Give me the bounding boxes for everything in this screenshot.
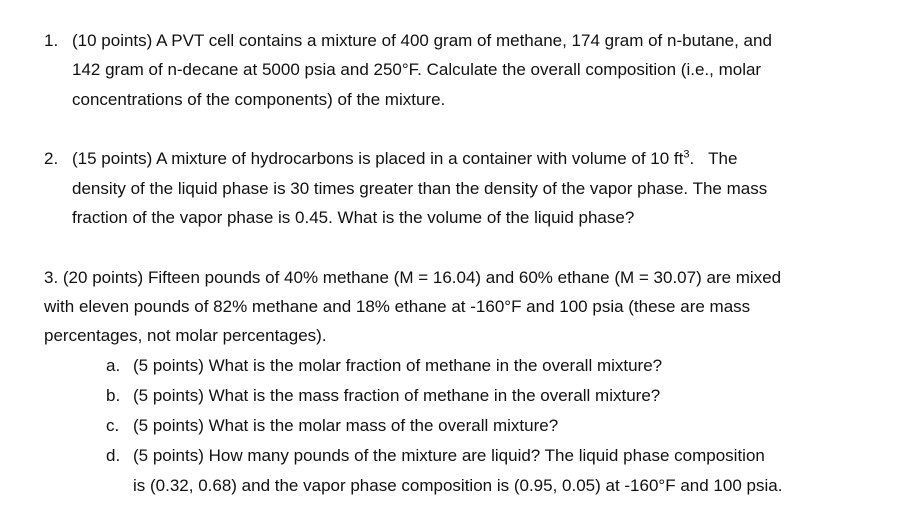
part-d-text-2: is (0.32, 0.68) and the vapor phase composition is (0.95, 0.05) at -160°F and 100 psia. bbox=[133, 476, 783, 495]
question-2-line-2: density of the liquid phase is 30 times greater than the density of the vapor phase. The mass bbox=[72, 179, 768, 198]
question-2-line-1 bbox=[72, 148, 737, 170]
question-2-line-1-text: (15 points) A mixture of hydrocarbons is placed in a container with volume of 10 ft bbox=[72, 149, 684, 168]
question-2-line-1-tail: . The bbox=[689, 149, 738, 168]
part-a-text: (5 points) What is the molar fraction of methane in the overall mixture? bbox=[133, 356, 663, 375]
part-c-label: c. bbox=[106, 416, 120, 435]
question-2-line-3: fraction of the vapor phase is 0.45. What is the volume of the liquid phase? bbox=[72, 208, 635, 227]
question-1-line-2: 142 gram of n-decane at 5000 psia and 250°F. Calculate the overall composition (i.e., molar bbox=[72, 60, 762, 79]
part-b-label: b. bbox=[106, 386, 121, 405]
question-2-number: 2. bbox=[44, 149, 59, 168]
question-3-line-1: 3. (20 points) Fifteen pounds of 40% methane (M = 16.04) and 60% ethane (M = 30.07) are mixed bbox=[44, 268, 782, 287]
question-3-line-2: with eleven pounds of 82% methane and 18% ethane at -160°F and 100 psia (these are mass bbox=[44, 297, 751, 316]
superscript-3: 3 bbox=[683, 148, 690, 161]
question-1-line-3: concentrations of the components) of the mixture. bbox=[72, 90, 446, 109]
part-d-label: d. bbox=[106, 446, 121, 465]
question-1-line-1: (10 points) A PVT cell contains a mixture of 400 gram of methane, 174 gram of n-butane, and bbox=[72, 31, 772, 50]
part-d-text: (5 points) How many pounds of the mixture are liquid? The liquid phase composition bbox=[133, 446, 765, 465]
question-3-line-3: percentages, not molar percentages). bbox=[44, 326, 327, 345]
part-b-text: (5 points) What is the mass fraction of methane in the overall mixture? bbox=[133, 386, 661, 405]
part-a-label: a. bbox=[106, 356, 121, 375]
part-c-text: (5 points) What is the molar mass of the overall mixture? bbox=[133, 416, 559, 435]
question-1-number: 1. bbox=[44, 31, 59, 50]
